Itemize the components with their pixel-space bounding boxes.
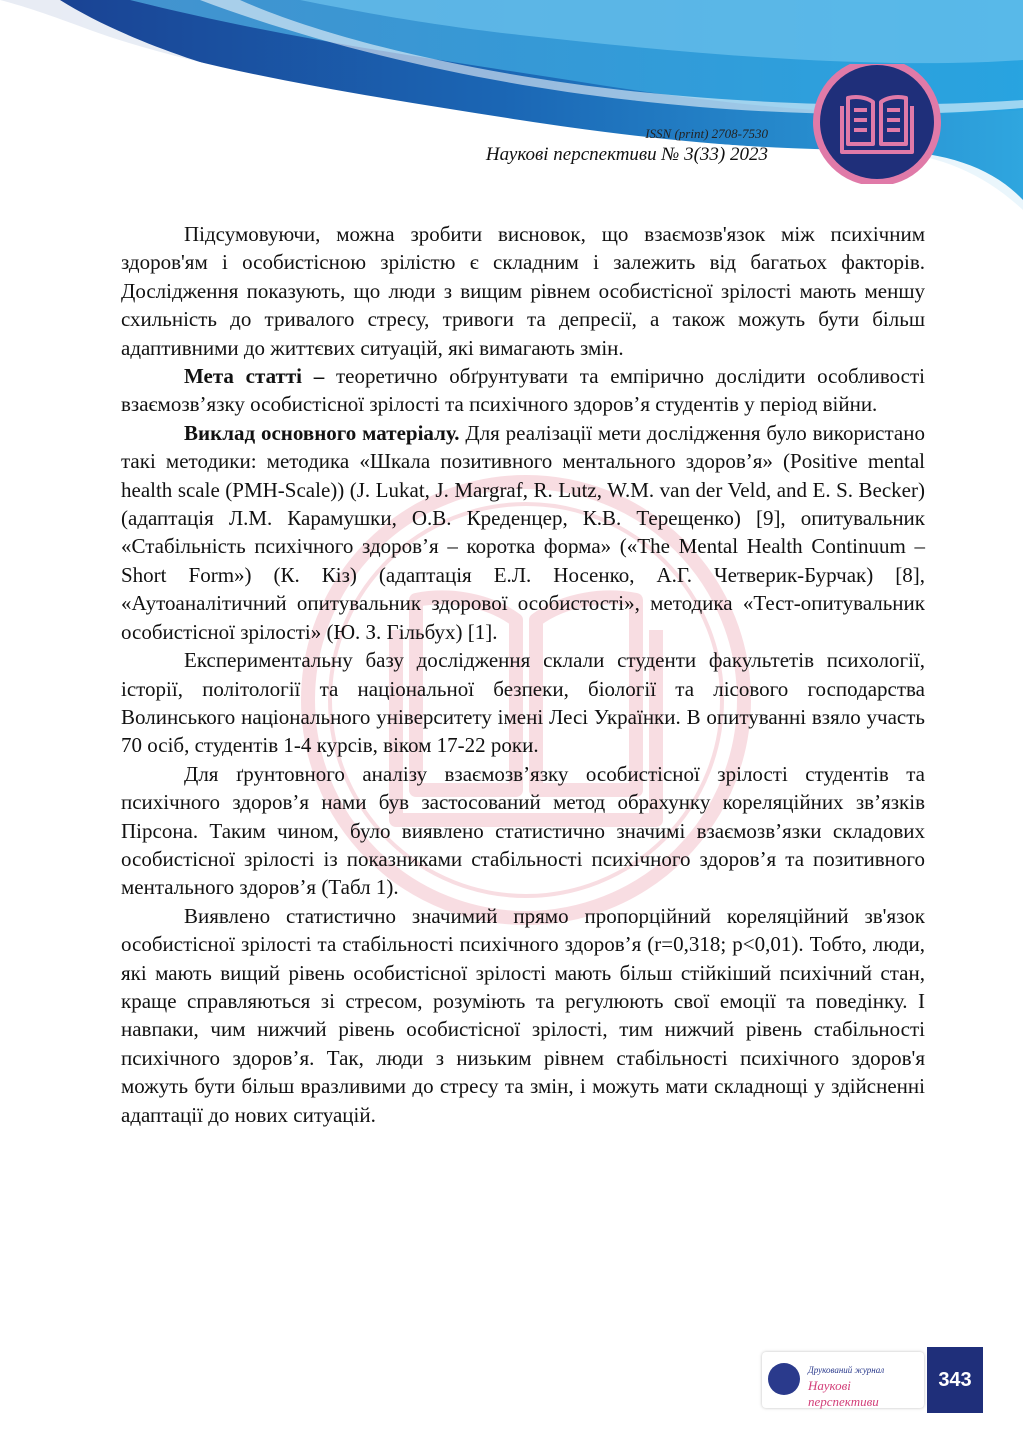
paragraph-aim [121,362,925,419]
paragraph-results: Виявлено статистично значимий прямо пропорційний кореляційний зв'язок особистісної зрілості та стабільності психічного здоров’я (r=0,318; p<0,01). Тобто, люди, які мають вищий рівень особистісної зрілості мають більш стійкіший психічний стан, краще справляються зі стресом, розуміють та регулюють свої емоції та поведінку. І навпаки, чим нижчий рівень особистісної зрілості, тим нижчий рівень стабільності психічного здоров’я. Так, люди з низьким рівнем стабільності психічного здоров'я можуть бути більш вразливими до стресу та змін, і можуть мати складнощі у здійсненні адаптації до нових ситуацій. [121,903,925,1127]
journal-footer-logo [762,1352,924,1408]
paragraph-method: Для ґрунтовного аналізу взаємозв’язку особистісної зрілості студентів та психічного здоров’я нами був застосований метод обрахунку кореляційних зв’язків Пірсона. Таким чином, було виявлено статистично значимі взаємозв’язки складових особистісної зрілості із показниками стабільності психічного здоров’я та позитивного ментального здоров’я (Табл 1). [121,761,925,900]
paragraph-sample: Експериментальну базу дослідження склали студенти факультетів психології, історії, політології та національної безпеки, біології та лісового господарства Волинського національного університету імені Лесі Українки. В опитуванні взяло участь 70 осіб, студентів 1-4 курсів, віком 17-22 роки. [121,648,925,758]
paragraph-main-material [121,419,925,646]
article-body [121,220,925,1129]
aim-heading: Мета статті – [184,364,325,389]
page-number: 343 [927,1347,983,1413]
footer-logo-bottom-text: Наукові перспективи [808,1378,879,1409]
aim-text: теоретично обґрунтувати та емпірично дослідити особливості взаємозв’язку особистісної зрілості та психічного здоров’я студентів у період війни. [121,364,925,417]
open-book-icon [808,64,946,184]
paragraph-conclusion: Підсумовуючи, можна зробити висновок, що взаємозв'язок між психічним здоров'ям і особистісною зрілістю є складним і залежить від багатьох факторів. Дослідження показують, що люди з вищим рівнем особистісної зрілості мають меншу схильність до тривалого стресу, тривоги та депресії, а також можуть бути більш адаптивними до життєвих ситуацій, які вимагають змін. [121,222,925,360]
issn-line: ISSN (print) 2708-7530 [645,126,768,141]
footer-logo-top-text: Друкований журнал [808,1365,885,1375]
journal-issue-title: Наукові перспективи № 3(33) 2023 [485,144,768,165]
main-material-text: Для реалізації мети дослідження було використано такі методики: методика «Шкала позитивного ментального здоров’я» (Positive mental health scale (PMH-Scale)) (J. Lukat, J. Margraf, R. Lutz, W.M. van der Veld, and E. S. Becker) (адаптація Л.М. Карамушки, О.В. Креденцер, К.В. Терещенко) [9], опитувальник «Стабільність психічного здоров’я – коротка форма» («The Mental Health Continuum – Short Form») (К. Кіз) (адаптація Е.Л. Носенко, А.Г. Четверик-Бурчак) [8], «Аутоаналітичний опитувальник здорової особистості», методика «Тест-опитувальник особистісної зрілості» (Ю. З. Гільбух) [1]. [121,420,925,644]
mini-book-icon [768,1363,800,1395]
main-material-heading: Виклад основного матеріалу. [184,420,460,445]
